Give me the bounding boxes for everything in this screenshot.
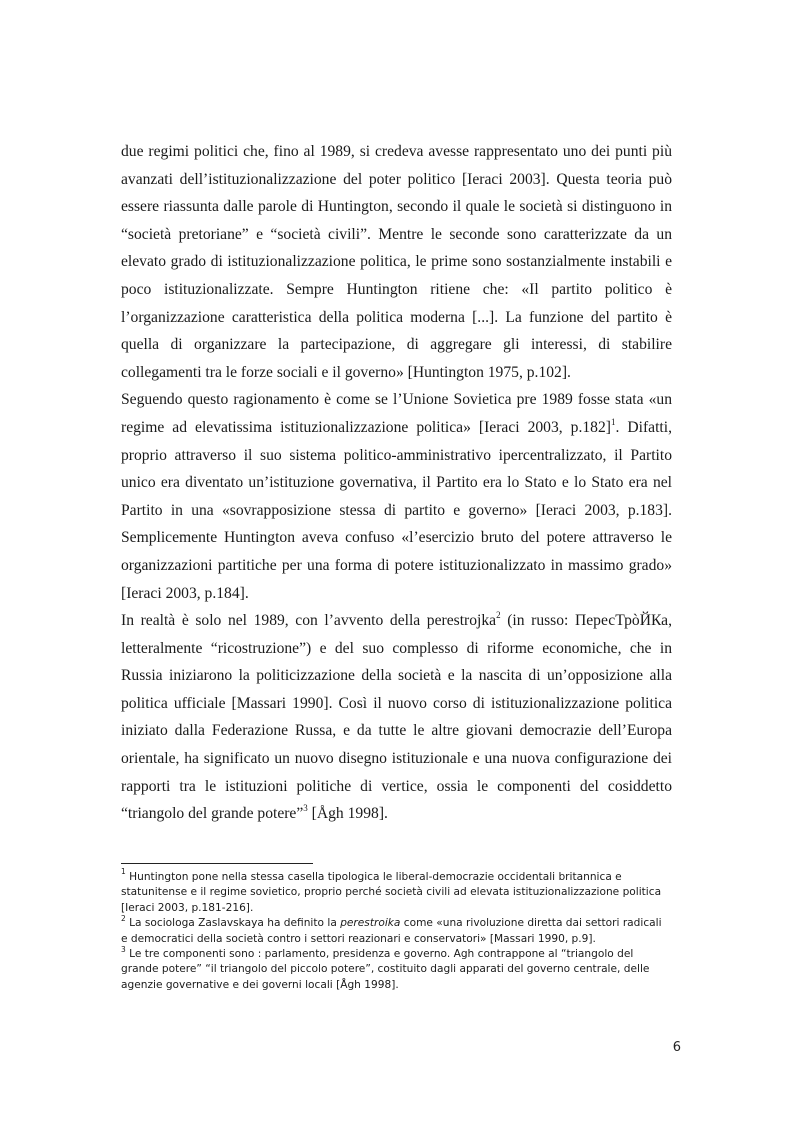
paragraph-1: due regimi politici che, fino al 1989, si credeva avesse rappresentato uno dei punti più avanzati dell’istituzionalizzazione del poter politico [Ieraci 2003]. Questa teoria può essere riassunta dalle parole di Huntington, secondo il quale le società si distinguono in “società pretoriane” e “società civili”. Mentre le seconde sono caratterizzate da un elevato grado di istituzionalizzazione politica, le prime sono sostanzialmente instabili e poco istituzionalizzate. Sempre Huntington ritiene che: «Il partito politico è l’organizzazione caratteristica della politica moderna [...]. La funzione del partito è quella di organizzare la partecipazione, di aggregare gli interessi, di stabilire collegamenti tra le forze sociali e il governo» [Huntington 1975, p.102]. <box>121 143 672 381</box>
paragraph-2: Seguendo questo ragionamento è come se l’Unione Sovietica pre 1989 fosse stata «un regime ad elevatissima istituzionalizzazione politica» [Ieraci 2003, p.182]$^1$. Difatti, proprio attraverso il suo sistema politico-amministrativo ipercentralizzato, il Partito unico era diventato un’istituzione governativa, il Partito era lo Stato e lo Stato era nel Partito in una «sovrapposizione stessa di partito e governo» [Ieraci 2003, p.183]. Semplicemente Huntington aveva confuso «l’esercizio bruto del potere attraverso le organizzazioni partitiche per una forma di potere istituzionalizzato in massimo grado» [Ieraci 2003, p.184]. <box>121 391 672 602</box>
footnote-ref-2[interactable]: 2 <box>496 609 501 620</box>
footnote-ref-3[interactable]: 3 <box>303 803 308 814</box>
footnotes <box>121 867 669 993</box>
footnote-number: 1 <box>121 867 126 877</box>
footnote-1: $^1$ Huntington pone nella stessa casella tipologica le liberal-democrazie occidentali britannica e statunitense e il regime sovietico, proprio perché società civili ad elevata istituzionalizzazione politica [Ieraci 2003, p.181-216]. <box>121 867 662 914</box>
paragraph-3: In realtà è solo nel 1989, con l’avvento della perestrojka$^2$ (in russo: ПересТрòЙКа, letteralmente “ricostruzione”) e del suo complesso di riforme economiche, che in Russia iniziarono la politicizzazione della società e la nascita di un’opposizione alla politica ufficiale [Massari 1990]. Così il nuovo corso di istituzionalizzazione politica iniziato dalla Federazione Russa, e da tutte le altre giovani democrazie dell’Europa orientale, ha significato un nuovo disegno istituzionale e una nuova configurazione dei rapporti tra le istituzioni politiche di vertice, ossia le componenti del cosiddetto “triangolo del grande potere”$^3$ [Ågh 1998]. <box>121 609 672 823</box>
footnote-3: $^3$ Le tre componenti sono : parlamento, presidenza e governo. Agh contrappone al “triangolo del grande potere” “il triangolo del piccolo potere”, costituito dagli apparati del governo centrale, delle agenzie governative e dei governi locali [Ågh 1998]. <box>121 944 650 991</box>
page-number: 6 <box>672 1040 681 1055</box>
body-text <box>121 138 672 828</box>
footnote-2: $^2$ La sociologa Zaslavskaya ha definito la perestroika come «una rivoluzione diretta dai settori radicali e democratici della società contro i settori reazionari e conservatori» [Massari 1990, p.9]. <box>121 913 662 945</box>
footnote-number: 2 <box>121 913 126 923</box>
footnote-ref-1[interactable]: 1 <box>610 416 616 427</box>
footnote-number: 3 <box>121 944 126 954</box>
footnote-separator <box>121 863 313 864</box>
